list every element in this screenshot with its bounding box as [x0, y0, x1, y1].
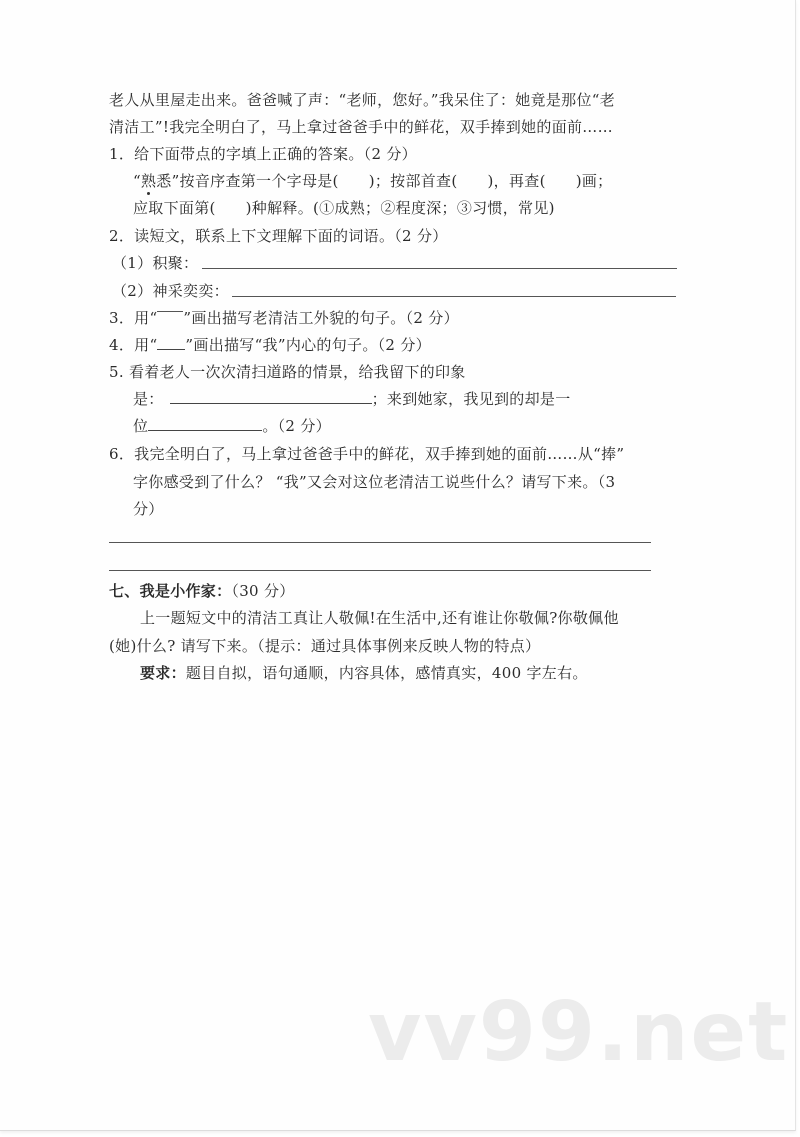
question-2-title: 2．读短文，联系上下文理解下面的词语。（2 分）	[109, 227, 448, 245]
q1-text: 悉”按音序查第一个字母是(	[156, 172, 339, 190]
question-5-line-3	[133, 416, 331, 436]
section-7-paragraph-1: 上一题短文中的清洁工真让人敬佩!在生活中,还有谁让你敬佩?你敬佩他	[140, 609, 619, 627]
question-2-item-1-label: （1）积聚：	[112, 254, 199, 272]
q1-text: )；按部首查(	[368, 172, 458, 190]
q3-text: ”画出描写老清洁工外貌的句子。（2 分）	[183, 309, 459, 327]
answer-blank-person[interactable]	[148, 416, 262, 431]
q5-text: 位	[133, 417, 149, 435]
section-7-points: （30 分）	[231, 582, 295, 600]
q4-text: 4．用“	[109, 336, 158, 354]
question-6-line-2: 字你感受到了什么？ “我”又会对这位老清洁工说些什么？请写下来。（3	[133, 473, 616, 491]
answer-line-q2-1[interactable]	[202, 268, 677, 269]
q4-text: ”画出描写“我”内心的句子。（2 分）	[185, 336, 431, 354]
answer-line-q6-2[interactable]	[109, 570, 651, 571]
q1-text: )种解释。(①成熟；②程度深；③习惯，常见)	[245, 199, 555, 217]
question-6-line-1: 6．我完全明白了，马上拿过爸爸手中的鲜花，双手捧到她的面前……从“捧”	[109, 445, 625, 463]
dotted-character: 熟	[140, 172, 157, 190]
passage-line-1: 老人从里屋走出来。爸爸喊了声：“老师，您好。”我呆住了：她竟是那位“老	[109, 91, 616, 109]
q1-text: “	[133, 172, 141, 190]
section-7-heading	[109, 581, 295, 601]
passage-line-2: 清洁工”!我完全明白了，马上拿过爸爸手中的鲜花，双手捧到她的面前……	[109, 118, 613, 136]
q5-text: 。（2 分）	[262, 417, 331, 435]
question-1-line-2	[133, 198, 555, 218]
section-7-title: 七、我是小作家：	[109, 582, 232, 600]
q3-text: 3．用“	[109, 309, 158, 327]
watermark: vv99.net	[368, 985, 790, 1080]
section-7-paragraph-2: (她)什么? 请写下来。（提示：通过具体事例来反映人物的特点）	[109, 637, 541, 655]
requirements-text: 题目自拟，语句通顺，内容具体，感情真实，400 字左右。	[185, 664, 588, 682]
section-7-requirements	[140, 663, 588, 683]
straight-line-symbol	[157, 335, 185, 350]
q1-text: )画；	[575, 172, 613, 190]
question-3	[109, 308, 459, 328]
answer-line-q2-2[interactable]	[232, 296, 676, 297]
answer-line-q6-1[interactable]	[109, 542, 651, 543]
wavy-line-symbol	[157, 311, 183, 312]
q5-text: 是：	[133, 390, 164, 408]
question-5-line-2	[133, 389, 571, 409]
requirements-label: 要求：	[140, 664, 186, 682]
q5-text: ；来到她家，我见到的却是一	[371, 390, 571, 408]
question-1-title: 1．给下面带点的字填上正确的答案。（2 分）	[109, 145, 417, 163]
question-6-line-3: 分）	[133, 500, 164, 518]
answer-blank-impression[interactable]	[170, 389, 372, 404]
question-1-line-1	[133, 171, 613, 191]
question-4	[109, 335, 431, 355]
question-5-line-1: 5. 看着老人一次次清扫道路的情景，给我留下的印象	[109, 363, 466, 381]
question-2-item-2-label: （2）神采奕奕：	[112, 282, 229, 300]
q1-text: )，再查(	[487, 172, 546, 190]
q1-text: 应取下面第(	[133, 199, 216, 217]
